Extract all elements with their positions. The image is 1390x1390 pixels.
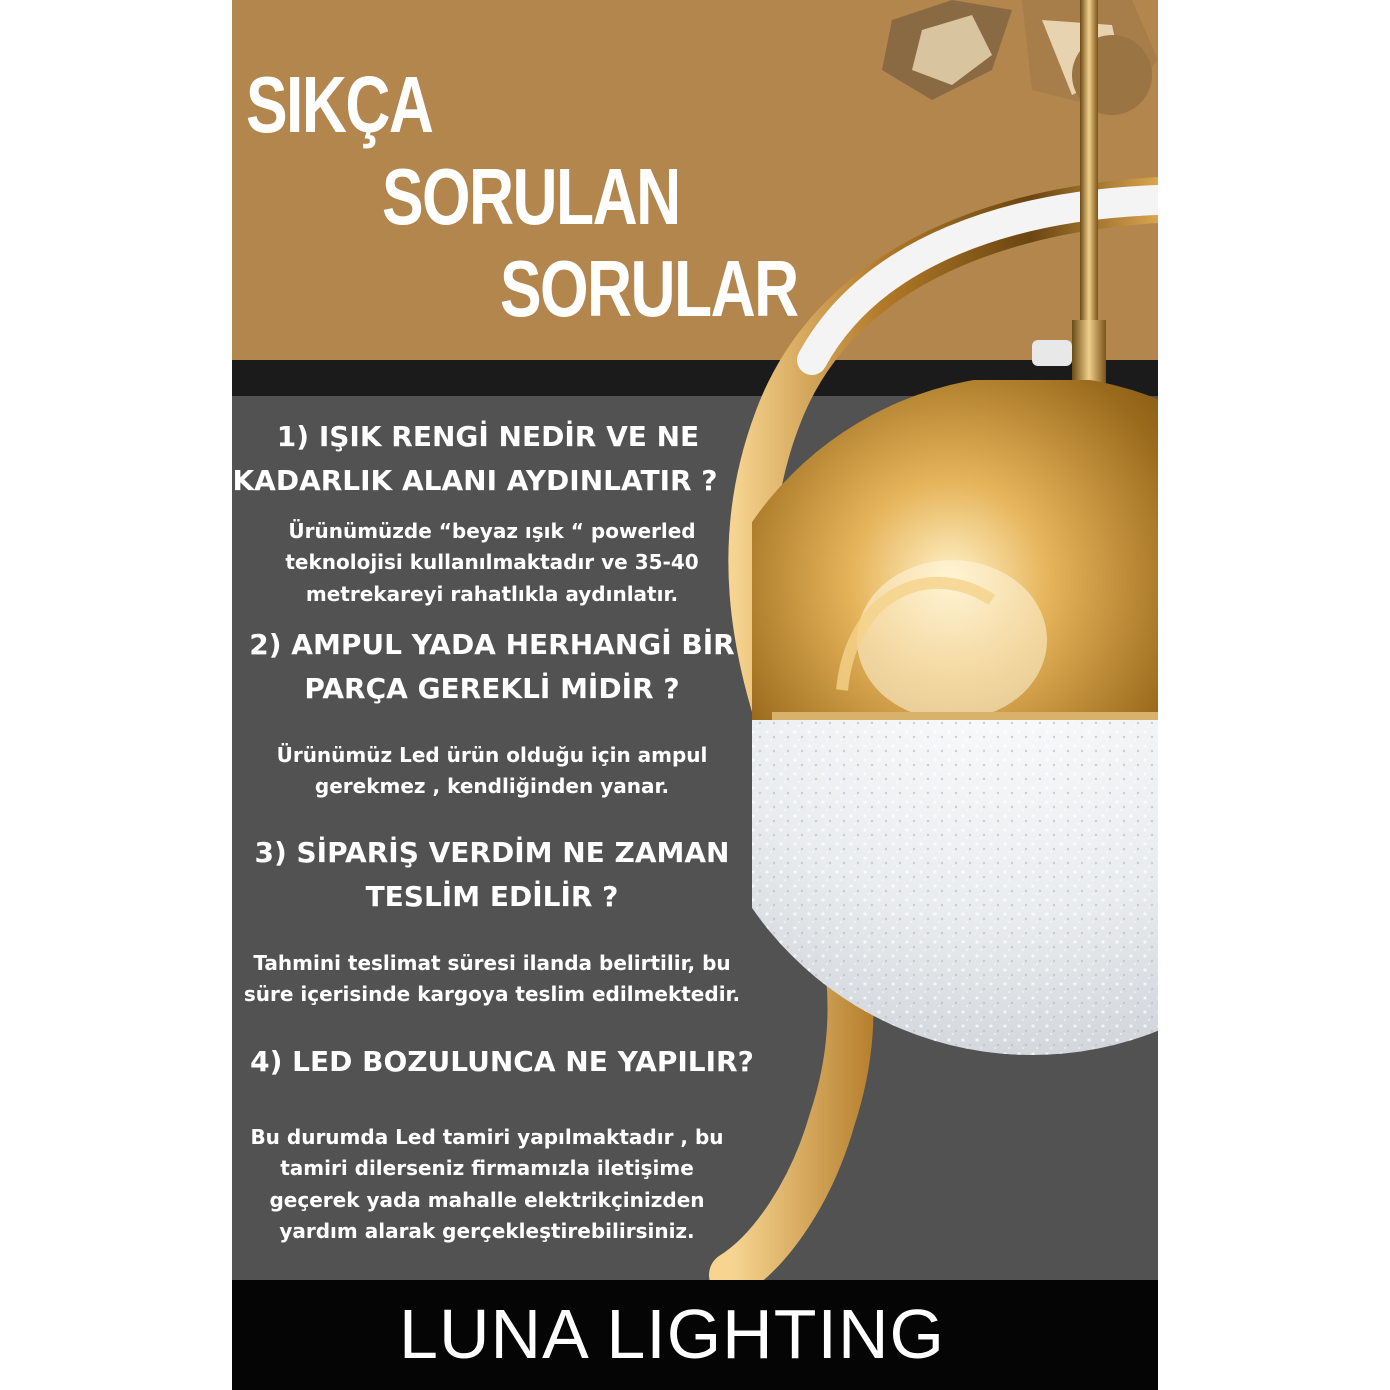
faq-answer-1-line-2: teknolojisi kullanılmaktadır ve 35-40 (285, 550, 699, 574)
crystal-ornament (882, 0, 1158, 115)
faq-poster (232, 0, 1158, 1390)
faq-answer-3-line-2: süre içerisinde kargoya teslim edilmektedir. (243, 982, 741, 1006)
title-line-1: SIKÇA (246, 60, 433, 149)
brand-name: LUNA LIGHTING (399, 1295, 945, 1373)
faq-answer-1-line-1: Ürünümüzde “beyaz ışık “ powerled (288, 519, 696, 543)
title-line-3: SORULAR (500, 244, 798, 333)
faq-answer-3-line-1: Tahmini teslimat süresi ilanda belirtilir, bu (253, 951, 731, 975)
faq-answer-4-line-1: Bu durumda Led tamiri yapılmaktadır , bu (250, 1125, 724, 1149)
faq-question-1-line-2: KADARLIK ALANI AYDINLATIR ? (232, 464, 718, 497)
faq-answer-4-line-4: yardım alarak gerçekleştirebilirsiniz. (279, 1219, 695, 1243)
faq-answer-2-line-1: Ürünümüz Led ürün olduğu için ampul (276, 743, 708, 767)
faq-question-4-line-1: 4) LED BOZULUNCA NE YAPILIR? (250, 1045, 754, 1078)
title-line-2: SORULAN (382, 152, 680, 241)
faq-answer-4-line-3: geçerek yada mahalle elektrikçinizden (269, 1188, 705, 1212)
faq-answer-2-line-2: gerekmez , kendliğinden yanar. (314, 774, 670, 798)
faq-question-1-line-1: 1) IŞIK RENGİ NEDİR VE NE (276, 420, 700, 453)
faq-answer-4-line-2: tamiri dilerseniz firmamızla iletişime (280, 1156, 694, 1180)
faq-question-2-line-1: 2) AMPUL YADA HERHANGİ BİR (249, 628, 735, 661)
faq-answer-1-line-3: metrekareyi rahatlıkla aydınlatır. (305, 582, 679, 606)
faq-question-2-line-2: PARÇA GEREKLİ MİDİR ? (304, 672, 680, 705)
faq-question-3-line-1: 3) SİPARİŞ VERDİM NE ZAMAN (254, 836, 730, 869)
faq-question-3-line-2: TESLİM EDİLİR ? (365, 880, 619, 913)
